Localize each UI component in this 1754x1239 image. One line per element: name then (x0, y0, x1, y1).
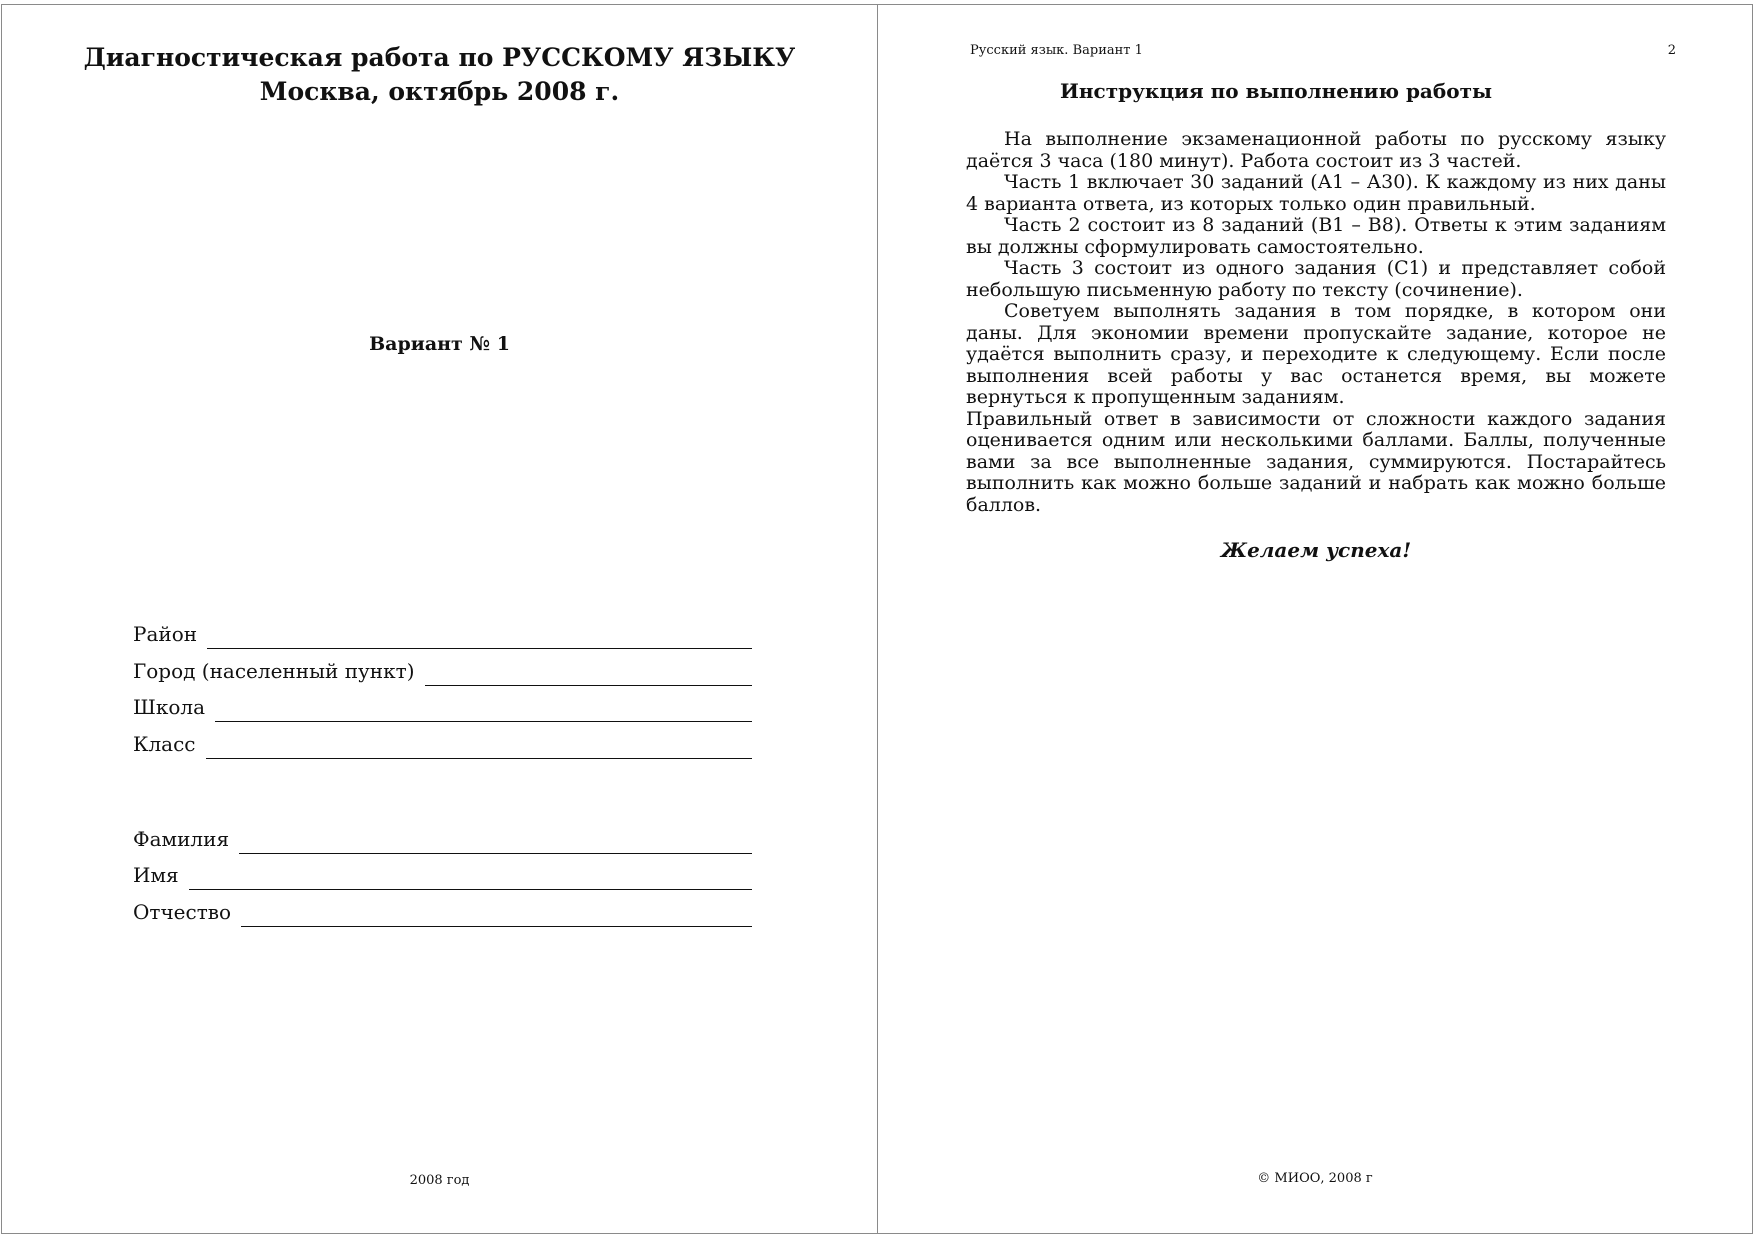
copyright-footer: © МИОО, 2008 г (1257, 1171, 1373, 1186)
paragraph: Часть 2 состоит из 8 заданий (В1 – В8). Ответы к этим заданиям вы должны сформулировать самостоятельно. (966, 214, 1666, 258)
instruction-body (966, 129, 1666, 516)
field-district (133, 619, 752, 649)
paragraph: Часть 1 включает 30 заданий (А1 – А30). К каждому из них даны 4 варианта ответа, из которых только один правильный. (966, 171, 1666, 215)
running-head: Русский язык. Вариант 1 (970, 43, 1143, 58)
field-label: Школа (133, 695, 205, 719)
field-label: Район (133, 622, 198, 646)
district-blank-line[interactable] (207, 648, 752, 649)
document-title: Диагностическая работа по РУССКОМУ ЯЗЫКУ (83, 43, 796, 72)
paragraph: Советуем выполнять задания в том порядке, в котором они даны. Для экономии времени пропускайте задание, которое не удаётся выполнить сразу, и переходите к следующему. Если после выполнения всей работы у вас останется время, вы можете вернуться к пропущенным заданиям. (966, 300, 1666, 408)
field-surname (133, 824, 752, 854)
document-subtitle: Москва, октябрь 2008 г. (259, 77, 620, 106)
variant-label: Вариант № 1 (369, 333, 510, 355)
year-footer: 2008 год (409, 1173, 470, 1188)
instruction-page (877, 4, 1753, 1234)
paragraph: Часть 3 состоит из одного задания (С1) и представляет собой небольшую письменную работу по тексту (сочинение). (966, 257, 1666, 301)
field-patronymic (133, 897, 752, 927)
patronymic-blank-line[interactable] (241, 926, 752, 927)
school-blank-line[interactable] (215, 721, 752, 722)
field-label: Класс (133, 732, 196, 756)
closing-wish: Желаем успеха! (1220, 538, 1412, 562)
instruction-title: Инструкция по выполнению работы (1059, 79, 1493, 103)
class-blank-line[interactable] (206, 758, 752, 759)
field-label: Отчество (133, 900, 232, 924)
field-label: Имя (133, 863, 179, 887)
field-label: Город (населенный пункт) (133, 659, 415, 683)
first-name-blank-line[interactable] (189, 889, 752, 890)
title-page (1, 4, 878, 1234)
city-blank-line[interactable] (425, 685, 753, 686)
surname-blank-line[interactable] (239, 853, 752, 854)
field-city (133, 656, 752, 686)
paragraph: На выполнение экзаменационной работы по русскому языку даётся 3 часа (180 минут). Работа состоит из 3 частей. (966, 128, 1666, 172)
field-school (133, 692, 752, 722)
page-number: 2 (1667, 43, 1676, 58)
field-first-name (133, 860, 752, 890)
paragraph: Правильный ответ в зависимости от сложности каждого задания оценивается одним или несколькими баллами. Баллы, полученные вами за все выполненные задания, суммируются. Постарайтесь выполнить как можно больше заданий и набрать как можно больше баллов. (966, 407, 1666, 516)
field-label: Фамилия (133, 827, 230, 851)
field-class (133, 729, 752, 759)
